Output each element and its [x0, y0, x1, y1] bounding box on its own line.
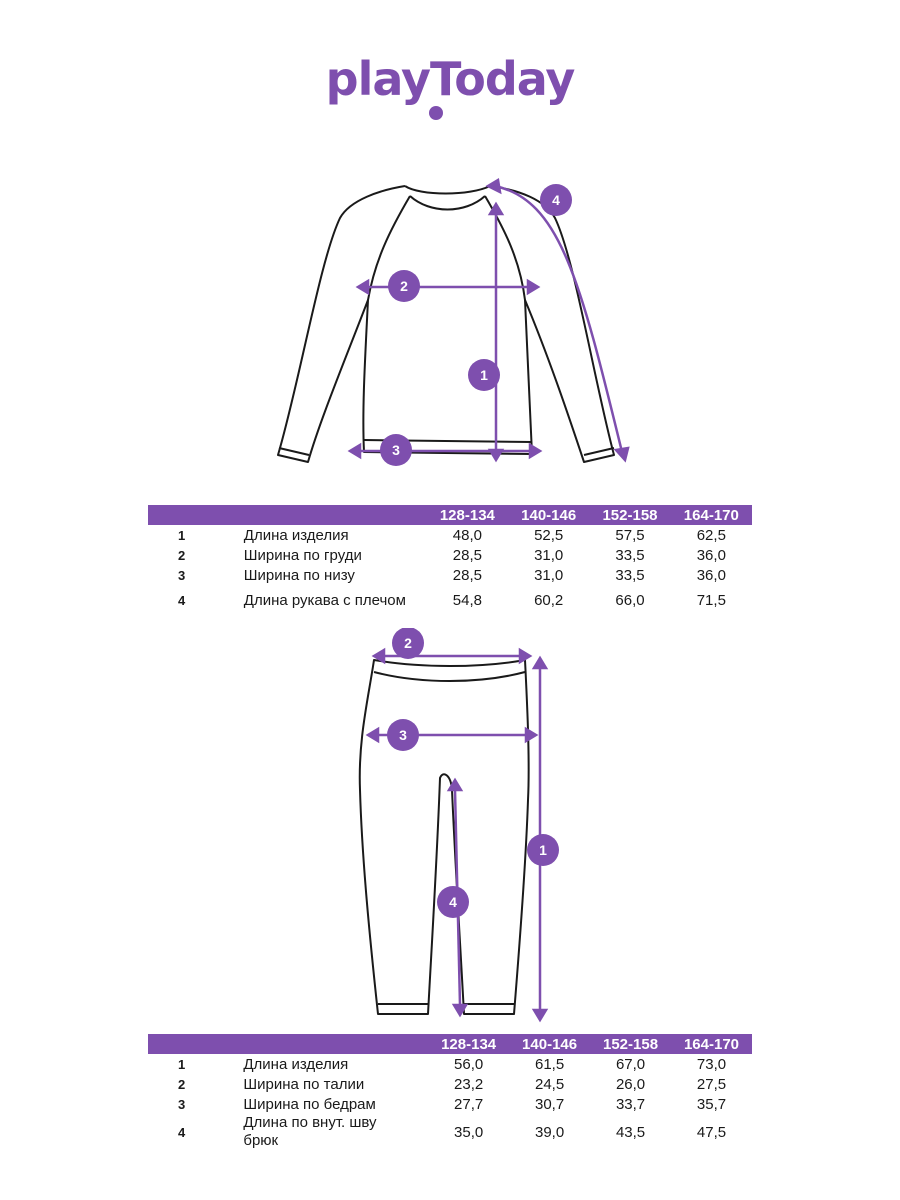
row-value: 27,5	[696, 1075, 727, 1093]
shirt-size-table	[148, 505, 752, 615]
table-row	[148, 545, 752, 565]
row-value: 60,2	[534, 591, 564, 609]
size-header: 128-134	[441, 1035, 497, 1053]
shirt-markers	[380, 184, 572, 466]
table-row	[148, 1114, 752, 1150]
row-value: 66,0	[615, 591, 645, 609]
shirt-table-header	[148, 505, 752, 525]
size-header: 128-134	[439, 506, 495, 524]
row-value: 57,5	[615, 526, 645, 544]
row-value: 62,5	[696, 526, 726, 544]
row-value: 36,0	[696, 546, 726, 564]
row-label: Ширина по низу	[243, 566, 355, 584]
row-value: 47,5	[696, 1123, 727, 1141]
shirt-marker-1-label: 1	[480, 367, 488, 383]
shirt-marker-2-label: 2	[400, 278, 408, 294]
row-number: 3	[178, 1096, 186, 1112]
row-value: 33,5	[615, 566, 645, 584]
row-value: 36,0	[696, 566, 726, 584]
pants-diagram	[0, 628, 900, 1028]
size-header: 152-158	[602, 506, 658, 524]
row-number: 4	[178, 592, 186, 608]
shirt-marker-3-label: 3	[392, 442, 400, 458]
row-label: Длина рукава с плечом	[243, 591, 406, 609]
row-value: 27,7	[454, 1095, 484, 1113]
table-row	[148, 1094, 752, 1114]
row-value: 71,5	[696, 591, 726, 609]
pants-table-header	[148, 1034, 752, 1054]
pants-markers	[387, 628, 559, 918]
row-number: 2	[178, 547, 186, 563]
table-row	[148, 585, 752, 615]
row-value: 52,5	[534, 526, 564, 544]
row-label: Длина изделия	[243, 1055, 349, 1073]
row-value: 31,0	[534, 566, 564, 584]
row-number: 4	[178, 1124, 186, 1140]
row-value: 31,0	[534, 546, 564, 564]
table-row	[148, 1054, 752, 1074]
row-value: 33,5	[615, 546, 645, 564]
row-label: Ширина по груди	[243, 546, 362, 564]
row-label: Ширина по бедрам	[243, 1095, 376, 1113]
pants-marker-1-label: 1	[539, 842, 547, 858]
row-value: 24,5	[534, 1075, 565, 1093]
size-header: 164-170	[683, 1035, 740, 1053]
row-label: Длина изделия	[243, 526, 349, 544]
logo-dot	[429, 106, 443, 120]
pants-marker-2-label: 2	[404, 635, 412, 651]
row-value: 30,7	[534, 1095, 565, 1113]
row-value: 54,8	[452, 591, 482, 609]
row-number: 1	[178, 1056, 186, 1072]
row-value: 56,0	[454, 1055, 484, 1073]
row-value: 35,0	[454, 1123, 484, 1141]
row-value: 43,5	[615, 1123, 646, 1141]
table-row	[148, 1074, 752, 1094]
size-header: 152-158	[603, 1035, 659, 1053]
row-value: 28,5	[452, 546, 482, 564]
table-row	[148, 565, 752, 585]
pants-marker-4-label: 4	[449, 894, 457, 910]
row-value: 26,0	[615, 1075, 646, 1093]
row-value: 73,0	[696, 1055, 727, 1073]
row-number: 3	[178, 567, 186, 583]
row-value: 39,0	[534, 1123, 565, 1141]
brand-logo	[0, 52, 900, 106]
shirt-diagram	[0, 170, 900, 470]
row-number: 1	[178, 527, 186, 543]
row-label: Длина по внут. шву брюк	[243, 1114, 377, 1149]
size-header: 140-146	[522, 1035, 578, 1053]
pants-marker-3-label: 3	[399, 727, 407, 743]
brand-logo-text: playToday	[325, 52, 575, 106]
pants-size-table	[148, 1034, 752, 1150]
row-value: 23,2	[454, 1075, 484, 1093]
shirt-marker-4-label: 4	[552, 192, 560, 208]
row-number: 2	[178, 1076, 186, 1092]
table-row	[148, 525, 752, 545]
row-value: 35,7	[696, 1095, 727, 1113]
row-value: 33,7	[615, 1095, 646, 1113]
size-header: 140-146	[521, 506, 577, 524]
row-value: 61,5	[534, 1055, 565, 1073]
row-value: 67,0	[615, 1055, 646, 1073]
size-header: 164-170	[683, 506, 739, 524]
row-label: Ширина по талии	[243, 1075, 365, 1093]
row-value: 28,5	[452, 566, 482, 584]
row-value: 48,0	[452, 526, 482, 544]
